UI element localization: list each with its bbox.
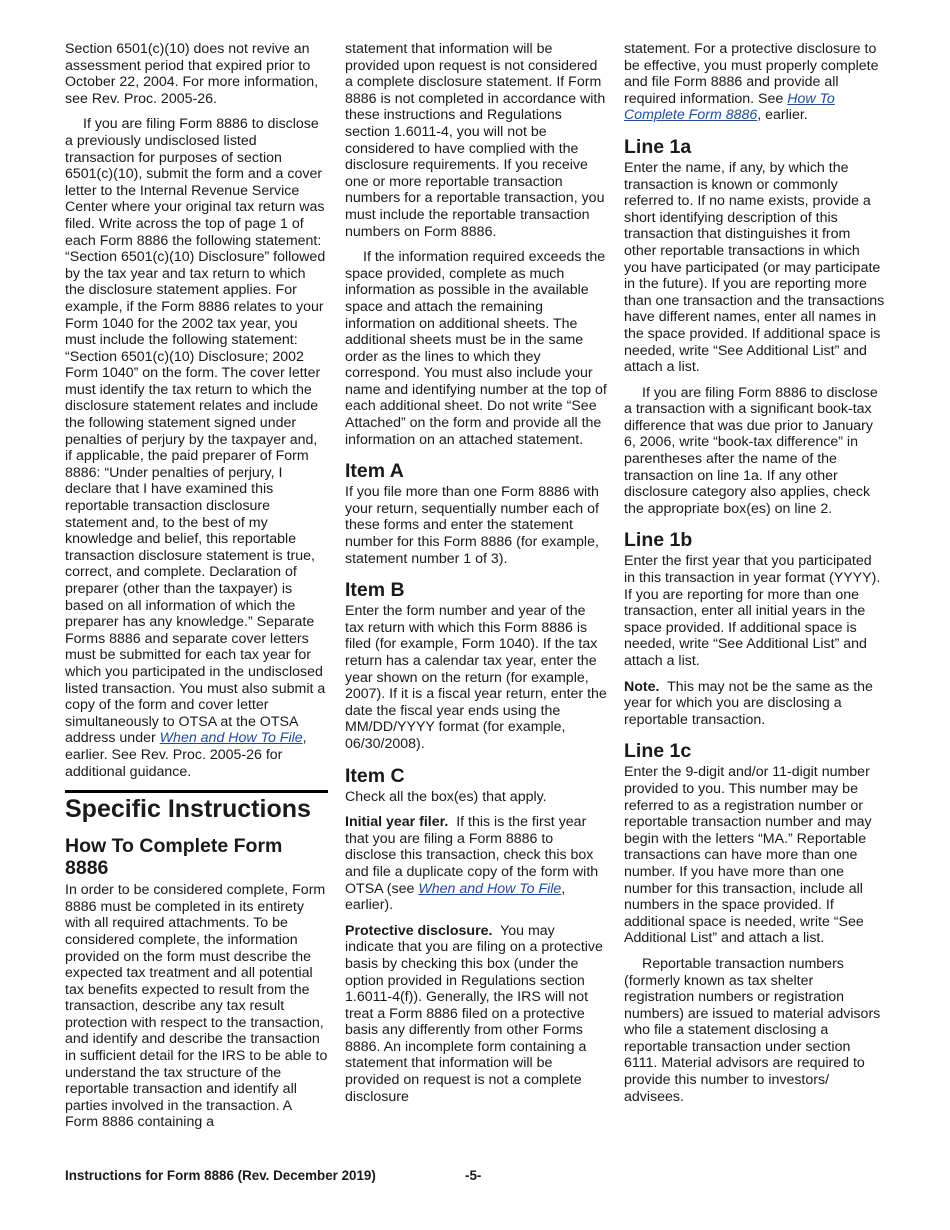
paragraph: [345, 923, 607, 1106]
run-in-heading: Note.: [624, 678, 660, 695]
paragraph: Enter the first year that you participated in this transaction in year format (YYYY). If you are reporting for more than one transaction, enter all initial years in the space provided. If additional space is needed, write “See Additional List” and attach a list.: [624, 553, 881, 669]
section-heading-specific-instructions: Specific Instructions: [65, 790, 328, 823]
how-to-complete-link[interactable]: How To Complete Form 8886: [624, 90, 835, 124]
paragraph: Section 6501(c)(10) does not revive an assessment period that expired prior to October 22, 2004. For more information, see Rev. Proc. 2005-26.: [65, 41, 319, 107]
heading-line-1b: Line 1b: [624, 529, 693, 552]
paragraph-text: You may indicate that you are filing on a protective basis by checking this box (under the option provided in Regulations section 1.6011-4(f)). Generally, the IRS will not treat a Form 8886 filed on a protective basis any differently from other Forms 8886. An incomplete form containing a statement that information will be provided on request is not a complete disclosure: [345, 922, 603, 1105]
paragraph-text: , earlier.: [757, 107, 808, 124]
paragraph-text: If you are filing Form 8886 to disclose a previously undisclosed listed transaction for purposes of section 6501(c)(10), submit the form and a cover letter to the Internal Revenue Service Center where your original tax return was filed. Write across the top of page 1 of each Form 8886 the following statement: “Section 6501(c)(10) Disclosure” followed by the tax year and tax return to which the disclosure statement applies. For example, if the Form 8886 relates to your Form 1040 for the 2002 tax year, you must include the following statement: “Section 6501(c)(10) Disclosure; 2002 Form 1040” on the form. The cover letter must identify the tax return to which the disclosure statement relates and include the following statement signed under penalties of perjury by the taxpayer and, if applicable, the paid preparer of Form 8886: “Under penalties of perjury, I declare that I have examined this reportable transaction disclosure statement and, to the best of my knowledge and belief, this reportable transaction disclosure statement is true, correct, and complete. Declaration of preparer (other than the taxpayer) is based on all information of which the preparer has any knowledge.” Separate Forms 8886 and separate cover letters must be submitted for each tax year for which you participated in the undisclosed listed transaction. You must also submit a copy of the form and cover letter simultaneously to OTSA at the OTSA address under: [65, 116, 326, 747]
run-in-heading: Protective disclosure.: [345, 922, 493, 939]
when-and-how-to-file-link[interactable]: When and How To File: [418, 880, 562, 897]
paragraph-text: statement. For a protective disclosure to be effective, you must properly complete and file Form 8886 and provide all required information. See: [624, 41, 879, 107]
paragraph-text: , earlier. See Rev. Proc. 2005-26 for additional guidance.: [65, 730, 307, 780]
heading-item-a: Item A: [345, 460, 404, 483]
footer-title: Instructions for Form 8886 (Rev. December 2019): [65, 1168, 376, 1183]
paragraph: Reportable transaction numbers (formerly known as tax shelter registration numbers or registration numbers) are issued to material advisors who file a statement disclosing a reportable transaction under section 6111. Material advisors are required to provide this number to investors/ advisees.: [624, 955, 881, 1105]
paragraph: [65, 116, 328, 780]
paragraph-text: This may not be the same as the year for which you are disclosing a reportable transaction.: [624, 678, 873, 728]
paragraph: statement that information will be provided upon request is not considered a complete disclosure statement. If Form 8886 is not completed in accordance with these instructions and Regulations section 1.6011-4, you will not be considered to have complied with the disclosure requirements. If you receive one or more reportable transaction numbers for a reportable transaction, you must include the reportable transaction numbers on Form 8886.: [345, 41, 606, 240]
heading-line-1a: Line 1a: [624, 135, 692, 158]
page-number: -5-: [465, 1168, 482, 1183]
column-1: [65, 41, 328, 1140]
paragraph: [345, 814, 607, 914]
heading-line-1c: Line 1c: [624, 740, 692, 763]
paragraph-text: , earlier).: [345, 880, 566, 914]
column-3: [624, 41, 886, 1114]
paragraph: [624, 41, 886, 124]
paragraph: Enter the 9-digit and/or 11-digit number provided to you. This number may be referred to as a registration number or reportable transaction number and may begin with the letters “MA.” Reportable transactions can have more than one number. If you have more than one number for this transaction, include all numbers in the space provided. If additional space is needed, write “See Additional List” and attach a list.: [624, 764, 872, 947]
paragraph: If you are filing Form 8886 to disclose a transaction with a significant book-tax difference that was due prior to January 6, 2006, write “book-tax difference” in parentheses after the name of the transaction on line 1a. If any other disclosure category also applies, check the appropriate box(es) on line 2.: [624, 384, 878, 517]
heading-item-c: Item C: [345, 764, 405, 787]
heading-item-b: Item B: [345, 579, 405, 602]
paragraph: Enter the form number and year of the tax return with which this Form 8886 is filed (for example, Form 1040). If the tax return has a calendar tax year, enter the year shown on the return (for example, 2007). If it is a fiscal year return, enter the date the fiscal year ends using the MM/DD/YYYY format (for example, 06/30/2008).: [345, 603, 607, 752]
paragraph-text: If this is the first year that you are filing a Form 8886 to disclose this transaction, check this box and file a duplicate copy of the form with OTSA (see: [345, 814, 599, 897]
paragraph: If you file more than one Form 8886 with your return, sequentially number each of these forms and enter the statement number for this Form 8886 (for example, statement number 1 of 3).: [345, 484, 599, 567]
paragraph: If the information required exceeds the space provided, complete as much information as possible in the available space and attach the remaining information on additional sheets. The additional sheets must be in the same order as the lines to which they correspond. You must also include your name and identifying number at the top of each additional sheet. Do not write “See Attached” on the form and provide all the information on an attached statement.: [345, 249, 607, 448]
column-2: [345, 41, 607, 1114]
run-in-heading: Initial year filer.: [345, 814, 449, 831]
paragraph: Check all the box(es) that apply.: [345, 788, 547, 805]
paragraph: Enter the name, if any, by which the transaction is known or commonly referred to. If no name exists, provide a short identifying description of this transaction that distinguishes it from other reportable transactions in which you have participated (or may participate in the future). If you are reporting more than one transaction and the transactions have different names, enter all names in the space provided. If additional space is needed, write “See Additional List” and attach a list.: [624, 159, 885, 376]
heading-how-to-complete: How To Complete Form 8886: [65, 835, 283, 880]
paragraph: In order to be considered complete, Form 8886 must be completed in its entirety with all required attachments. To be considered complete, the information provided on the form must describe the expected tax treatment and all potential tax benefits expected to result from the transaction, describe any tax result protection with respect to the transaction, and identify and describe the transaction in sufficient detail for the IRS to be able to understand the tax structure of the reportable transaction and identify all parties involved in the transaction. A Form 8886 containing a: [65, 882, 328, 1131]
when-and-how-to-file-link[interactable]: When and How To File: [159, 730, 303, 747]
paragraph: [624, 679, 886, 729]
